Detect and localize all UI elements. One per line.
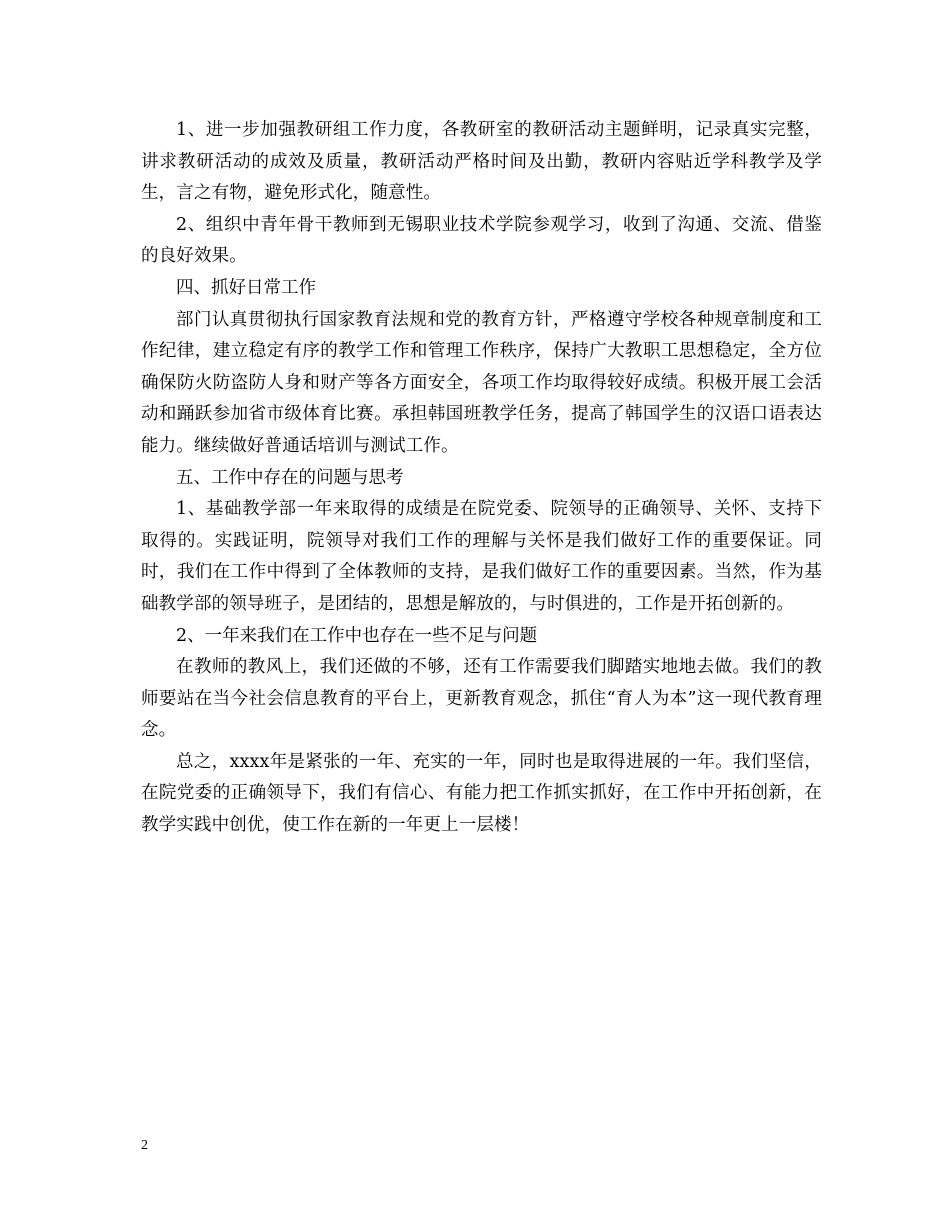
paragraph-conclusion: 总之，xxxx年是紧张的一年、充实的一年，同时也是取得进展的一年。我们坚信，在院党委的正确领导下，我们有信心、有能力把工作抓实抓好，在工作中开拓创新，在教学实践中创优，使工作在新的一年更上一层楼！ — [141, 751, 822, 836]
paragraph-achievements: 1、基础教学部一年来取得的成绩是在院党委、院领导的正确领导、关怀、支持下取得的。实践证明，院领导对我们工作的理解与关怀是我们做好工作的重要保证。同时，我们在工作中得到了全体教师的支持，是我们做好工作的重要因素。当然，作为基础教学部的领导班子，是团结的，思想是解放的，与时俱进的，工作是开拓创新的。 — [141, 499, 822, 614]
document-body — [141, 115, 822, 842]
subheading-shortcomings: 2、一年来我们在工作中也存在一些不足与问题 — [176, 625, 538, 646]
paragraph-visit-study: 2、组织中青年骨干教师到无锡职业技术学院参观学习，收到了沟通、交流、借鉴的良好效果。 — [141, 214, 822, 267]
section-heading-problems: 五、工作中存在的问题与思考 — [176, 467, 404, 488]
paragraph-teaching-style: 在教师的教风上，我们还做的不够，还有工作需要我们脚踏实地地去做。我们的教师要站在当今社会信息教育的平台上，更新教育观念，抓住“育人为本”这一现代教育理念。 — [141, 657, 822, 741]
paragraph-teaching-research: 1、进一步加强教研组工作力度，各教研室的教研活动主题鲜明，记录真实完整，讲求教研活动的成效及质量，教研活动严格时间及出勤，教研内容贴近学科教学及学生，言之有物，避免形式化，随意性。 — [141, 120, 822, 204]
paragraph-daily-work: 部门认真贯彻执行国家教育法规和党的教育方针，严格遵守学校各种规章制度和工作纪律，建立稳定有序的教学工作和管理工作秩序，保持广大教职工思想稳定，全方位确保防火防盗防人身和财产等各方面安全，各项工作均取得较好成绩。积极开展工会活动和踊跃参加省市级体育比赛。承担韩国班教学任务，提高了韩国学生的汉语口语表达能力。继续做好普通话培训与测试工作。 — [141, 309, 822, 456]
page-number: 2 — [141, 1138, 148, 1153]
section-heading-daily-work: 四、抓好日常工作 — [176, 277, 316, 298]
